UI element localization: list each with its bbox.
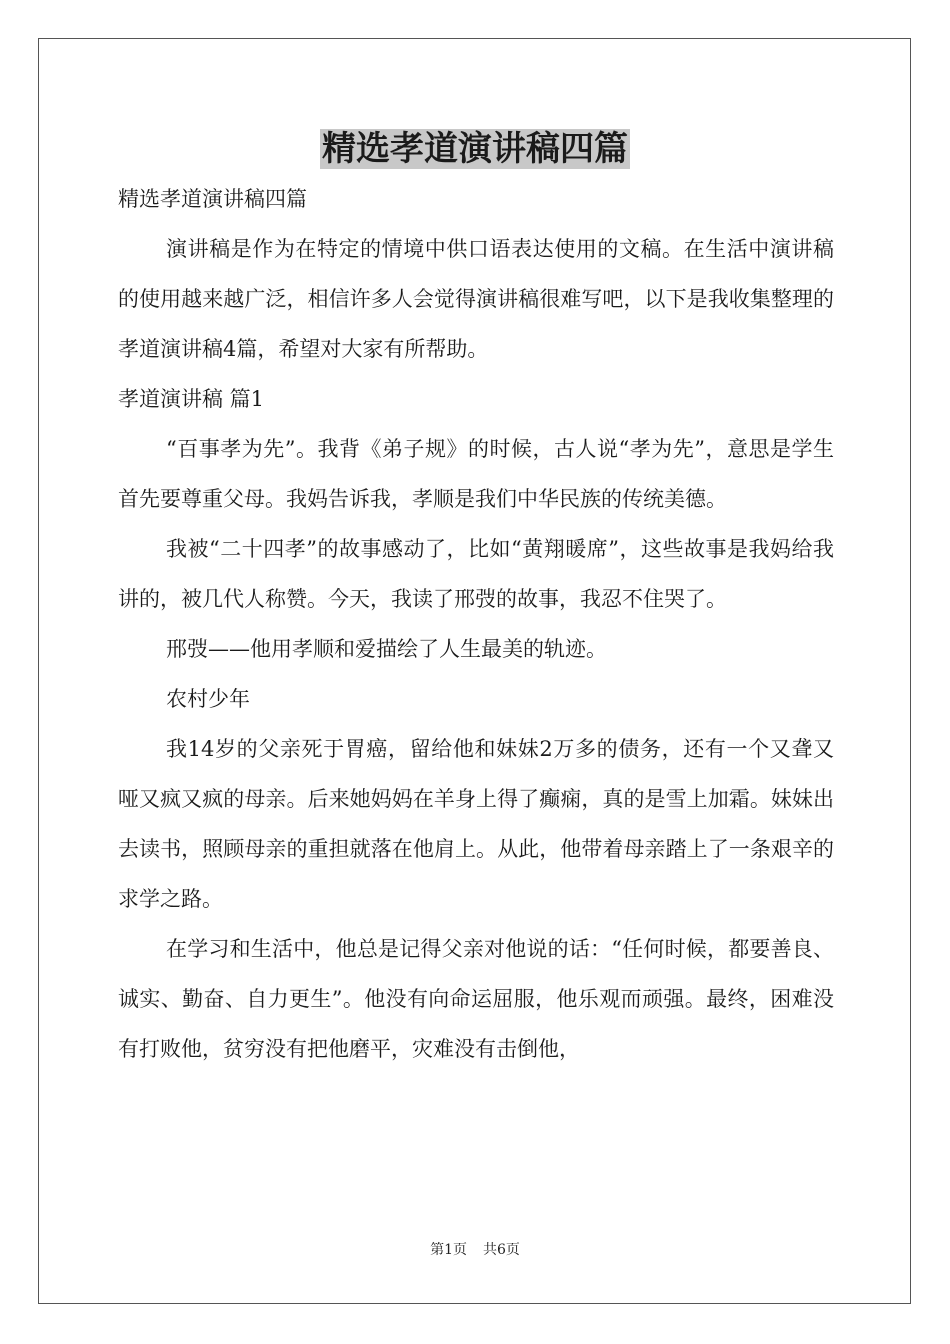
page-footer — [0, 1240, 950, 1260]
paragraph: 我14岁的父亲死于胃癌，留给他和妹妹2万多的债务，还有一个又聋又哑又疯又疯的母亲。后来她妈妈在羊身上得了癫痫，真的是雪上加霜。妹妹出去读书，照顾母亲的重担就落在他肩上。从此，他带着母亲踏上了一条艰辛的求学之路。 — [118, 737, 834, 911]
paragraph: 农村少年 — [166, 687, 250, 711]
paragraph: “百事孝为先”。我背《弟子规》的时候，古人说“孝为先”，意思是学生首先要尊重父母。我妈告诉我，孝顺是我们中华民族的传统美德。 — [118, 437, 834, 511]
document-title-text: 精选孝道演讲稿四篇 — [322, 129, 628, 169]
paragraph: 演讲稿是作为在特定的情境中供口语表达使用的文稿。在生活中演讲稿的使用越来越广泛，相信许多人会觉得演讲稿很难写吧，以下是我收集整理的孝道演讲稿4篇，希望对大家有所帮助。 — [118, 237, 834, 361]
paragraph: 精选孝道演讲稿四篇 — [118, 187, 307, 211]
document-body — [118, 174, 834, 1074]
paragraph: 我被“二十四孝”的故事感动了，比如“黄翔暖席”，这些故事是我妈给我讲的，被几代人称赞。今天，我读了邢弢的故事，我忍不住哭了。 — [118, 537, 834, 611]
document-title — [0, 126, 950, 172]
paragraph: 在学习和生活中，他总是记得父亲对他说的话：“任何时候，都要善良、诚实、勤奋、自力更生”。他没有向命运屈服，他乐观而顽强。最终，困难没有打败他，贫穷没有把他磨平，灾难没有击倒他， — [118, 937, 834, 1061]
page-number: 第1页 — [430, 1242, 467, 1258]
page-total: 共6页 — [483, 1242, 520, 1258]
paragraph: 邢弢——他用孝顺和爱描绘了人生最美的轨迹。 — [166, 637, 607, 661]
section-heading: 孝道演讲稿 篇1 — [118, 387, 265, 411]
